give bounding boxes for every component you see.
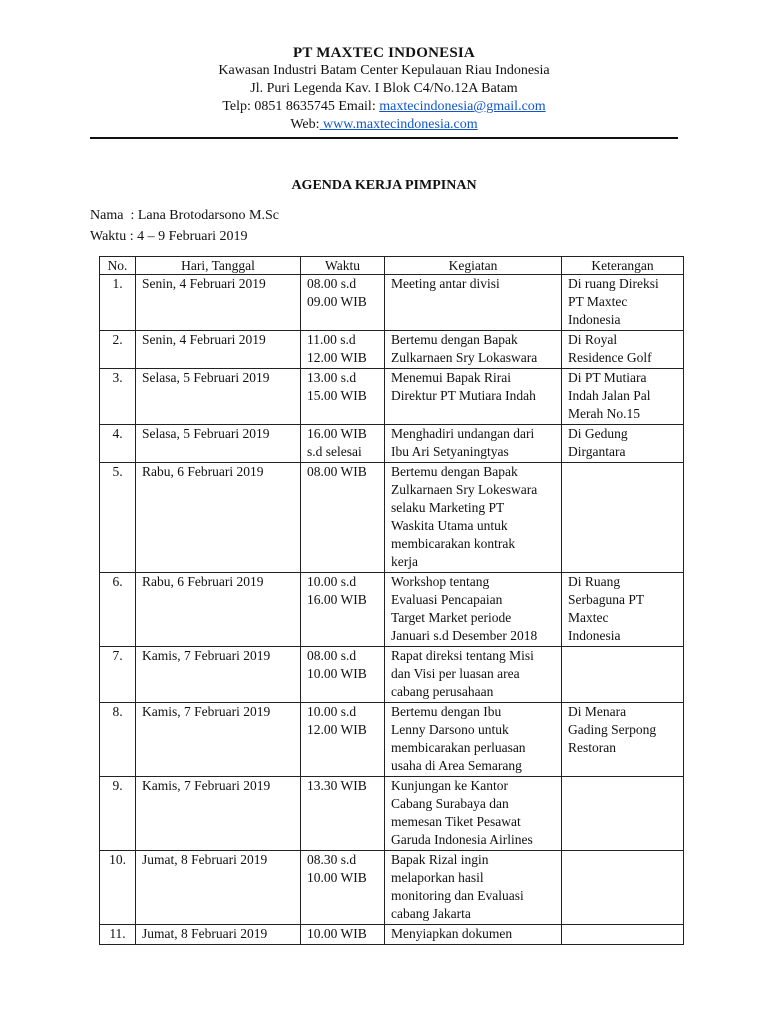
cell-time bbox=[301, 463, 385, 573]
activity-line: Januari s.d Desember 2018 bbox=[391, 628, 538, 643]
activity-line: monitoring dan Evaluasi bbox=[391, 888, 524, 903]
activity-line: cabang Jakarta bbox=[391, 906, 471, 921]
header-activity: Kegiatan bbox=[385, 257, 562, 275]
cell-no: 5. bbox=[100, 463, 136, 573]
table-row bbox=[100, 463, 684, 573]
note-line: Di ruang Direksi bbox=[568, 276, 659, 291]
time-line: 08.00 WIB bbox=[307, 464, 367, 479]
cell-note bbox=[562, 703, 684, 777]
cell-date: Jumat, 8 Februari 2019 bbox=[136, 925, 301, 945]
note-line: Gading Serpong bbox=[568, 722, 657, 737]
time-line: 15.00 WIB bbox=[307, 388, 367, 403]
cell-activity bbox=[385, 463, 562, 573]
activity-line: Zulkarnaen Sry Lokaswara bbox=[391, 350, 538, 365]
note-line: Di Ruang bbox=[568, 574, 621, 589]
letterhead bbox=[90, 44, 678, 134]
phone-label: Telp: 0851 8635745 Email: bbox=[222, 99, 380, 114]
note-line: Indonesia bbox=[568, 628, 621, 643]
cell-note bbox=[562, 331, 684, 369]
activity-line: memesan Tiket Pesawat bbox=[391, 814, 521, 829]
time-line: 16.00 WIB bbox=[307, 426, 367, 441]
activity-line: cabang perusahaan bbox=[391, 684, 494, 699]
activity-line: Menemui Bapak Rirai bbox=[391, 370, 511, 385]
table-row bbox=[100, 331, 684, 369]
cell-date: Kamis, 7 Februari 2019 bbox=[136, 777, 301, 851]
header-no: No. bbox=[100, 257, 136, 275]
cell-date: Senin, 4 Februari 2019 bbox=[136, 331, 301, 369]
cell-no: 9. bbox=[100, 777, 136, 851]
cell-time bbox=[301, 703, 385, 777]
cell-date: Rabu, 6 Februari 2019 bbox=[136, 463, 301, 573]
cell-note bbox=[562, 573, 684, 647]
time-line: 10.00 WIB bbox=[307, 870, 367, 885]
activity-line: Waskita Utama untuk bbox=[391, 518, 508, 533]
time-line: 12.00 WIB bbox=[307, 722, 367, 737]
web-line bbox=[90, 116, 678, 134]
activity-line: Bapak Rizal ingin bbox=[391, 852, 489, 867]
cell-no: 8. bbox=[100, 703, 136, 777]
waktu-label: Waktu bbox=[90, 229, 130, 244]
time-line: s.d selesai bbox=[307, 444, 362, 459]
email-link[interactable]: maxtecindonesia@gmail.com bbox=[379, 99, 546, 114]
cell-activity bbox=[385, 331, 562, 369]
header-note: Keterangan bbox=[562, 257, 684, 275]
company-name: PT MAXTEC INDONESIA bbox=[293, 45, 475, 61]
note-line: Indah Jalan Pal bbox=[568, 388, 651, 403]
cell-activity bbox=[385, 925, 562, 945]
activity-line: Lenny Darsono untuk bbox=[391, 722, 509, 737]
activity-line: Evaluasi Pencapaian bbox=[391, 592, 503, 607]
table-row bbox=[100, 777, 684, 851]
cell-time bbox=[301, 425, 385, 463]
note-line: Di Gedung bbox=[568, 426, 628, 441]
cell-activity bbox=[385, 703, 562, 777]
cell-time bbox=[301, 331, 385, 369]
agenda-table bbox=[99, 256, 684, 945]
note-line: PT Maxtec bbox=[568, 294, 628, 309]
note-line: Maxtec bbox=[568, 610, 609, 625]
waktu-value: : 4 – 9 Februari 2019 bbox=[129, 229, 248, 244]
activity-line: melaporkan hasil bbox=[391, 870, 484, 885]
note-line: Di PT Mutiara bbox=[568, 370, 647, 385]
note-line: Di Royal bbox=[568, 332, 618, 347]
cell-time bbox=[301, 573, 385, 647]
time-line: 10.00 s.d bbox=[307, 574, 357, 589]
cell-note bbox=[562, 275, 684, 331]
cell-no: 10. bbox=[100, 851, 136, 925]
time-line: 10.00 s.d bbox=[307, 704, 357, 719]
activity-line: Direktur PT Mutiara Indah bbox=[391, 388, 536, 403]
meta-nama bbox=[90, 208, 279, 224]
header-time: Waktu bbox=[301, 257, 385, 275]
time-line: 08.00 s.d bbox=[307, 276, 357, 291]
cell-note bbox=[562, 647, 684, 703]
address-line-2: Jl. Puri Legenda Kav. I Blok C4/No.12A Batam bbox=[250, 81, 518, 96]
activity-line: Menyiapkan dokumen bbox=[391, 926, 513, 941]
cell-note bbox=[562, 369, 684, 425]
activity-line: membicarakan perluasan bbox=[391, 740, 526, 755]
activity-line: Workshop tentang bbox=[391, 574, 490, 589]
time-line: 16.00 WIB bbox=[307, 592, 367, 607]
cell-no: 3. bbox=[100, 369, 136, 425]
time-line: 09.00 WIB bbox=[307, 294, 367, 309]
time-line: 08.30 s.d bbox=[307, 852, 357, 867]
cell-time bbox=[301, 369, 385, 425]
cell-date: Rabu, 6 Februari 2019 bbox=[136, 573, 301, 647]
website-link[interactable]: www.maxtecindonesia.com bbox=[319, 117, 478, 132]
cell-date: Senin, 4 Februari 2019 bbox=[136, 275, 301, 331]
activity-line: dan Visi per luasan area bbox=[391, 666, 520, 681]
cell-time bbox=[301, 851, 385, 925]
cell-activity bbox=[385, 777, 562, 851]
cell-activity bbox=[385, 275, 562, 331]
activity-line: Rapat direksi tentang Misi bbox=[391, 648, 534, 663]
cell-date: Kamis, 7 Februari 2019 bbox=[136, 703, 301, 777]
cell-no: 4. bbox=[100, 425, 136, 463]
document-title: AGENDA KERJA PIMPINAN bbox=[291, 178, 477, 193]
note-line: Merah No.15 bbox=[568, 406, 640, 421]
activity-line: Cabang Surabaya dan bbox=[391, 796, 509, 811]
meta-waktu bbox=[90, 229, 248, 245]
cell-note bbox=[562, 463, 684, 573]
cell-activity bbox=[385, 369, 562, 425]
activity-line: Bertemu dengan Bapak bbox=[391, 332, 518, 347]
table-row bbox=[100, 851, 684, 925]
cell-note bbox=[562, 425, 684, 463]
activity-line: Zulkarnaen Sry Lokeswara bbox=[391, 482, 538, 497]
activity-line: Kunjungan ke Kantor bbox=[391, 778, 508, 793]
activity-line: Bertemu dengan Ibu bbox=[391, 704, 502, 719]
cell-activity bbox=[385, 851, 562, 925]
cell-time bbox=[301, 275, 385, 331]
time-line: 13.30 WIB bbox=[307, 778, 367, 793]
time-line: 11.00 s.d bbox=[307, 332, 356, 347]
note-line: Dirgantara bbox=[568, 444, 626, 459]
time-line: 13.00 s.d bbox=[307, 370, 357, 385]
address-line-1: Kawasan Industri Batam Center Kepulauan Riau Indonesia bbox=[218, 63, 550, 78]
cell-time bbox=[301, 925, 385, 945]
activity-line: kerja bbox=[391, 554, 418, 569]
nama-value: : Lana Brotodarsono M.Sc bbox=[130, 208, 279, 223]
time-line: 12.00 WIB bbox=[307, 350, 367, 365]
nama-label: Nama bbox=[90, 208, 131, 223]
activity-line: Ibu Ari Setyaningtyas bbox=[391, 444, 509, 459]
table-row bbox=[100, 369, 684, 425]
table-row bbox=[100, 703, 684, 777]
table-row bbox=[100, 573, 684, 647]
header-date: Hari, Tanggal bbox=[136, 257, 301, 275]
cell-no: 7. bbox=[100, 647, 136, 703]
letterhead-divider bbox=[90, 137, 678, 139]
note-line: Indonesia bbox=[568, 312, 621, 327]
cell-time bbox=[301, 777, 385, 851]
cell-no: 1. bbox=[100, 275, 136, 331]
cell-time bbox=[301, 647, 385, 703]
time-line: 10.00 WIB bbox=[307, 926, 367, 941]
activity-line: Menghadiri undangan dari bbox=[391, 426, 535, 441]
cell-note bbox=[562, 851, 684, 925]
cell-activity bbox=[385, 425, 562, 463]
table-row bbox=[100, 647, 684, 703]
table-row bbox=[100, 925, 684, 945]
activity-line: usaha di Area Semarang bbox=[391, 758, 522, 773]
table-row bbox=[100, 425, 684, 463]
activity-line: Target Market periode bbox=[391, 610, 512, 625]
table-header-row bbox=[100, 257, 684, 275]
cell-no: 2. bbox=[100, 331, 136, 369]
agenda-table-body bbox=[100, 275, 684, 945]
cell-date: Selasa, 5 Februari 2019 bbox=[136, 369, 301, 425]
time-line: 08.00 s.d bbox=[307, 648, 357, 663]
cell-date: Selasa, 5 Februari 2019 bbox=[136, 425, 301, 463]
time-line: 10.00 WIB bbox=[307, 666, 367, 681]
activity-line: selaku Marketing PT bbox=[391, 500, 505, 515]
cell-no: 11. bbox=[100, 925, 136, 945]
cell-date: Kamis, 7 Februari 2019 bbox=[136, 647, 301, 703]
table-row bbox=[100, 275, 684, 331]
cell-date: Jumat, 8 Februari 2019 bbox=[136, 851, 301, 925]
activity-line: Bertemu dengan Bapak bbox=[391, 464, 518, 479]
note-line: Di Menara bbox=[568, 704, 627, 719]
cell-activity bbox=[385, 647, 562, 703]
contact-line bbox=[90, 98, 678, 116]
note-line: Serbaguna PT bbox=[568, 592, 645, 607]
activity-line: Meeting antar divisi bbox=[391, 276, 500, 291]
activity-line: membicarakan kontrak bbox=[391, 536, 516, 551]
cell-note bbox=[562, 777, 684, 851]
cell-note bbox=[562, 925, 684, 945]
note-line: Restoran bbox=[568, 740, 616, 755]
web-label: Web: bbox=[290, 117, 320, 132]
note-line: Residence Golf bbox=[568, 350, 652, 365]
cell-activity bbox=[385, 573, 562, 647]
cell-no: 6. bbox=[100, 573, 136, 647]
activity-line: Garuda Indonesia Airlines bbox=[391, 832, 533, 847]
